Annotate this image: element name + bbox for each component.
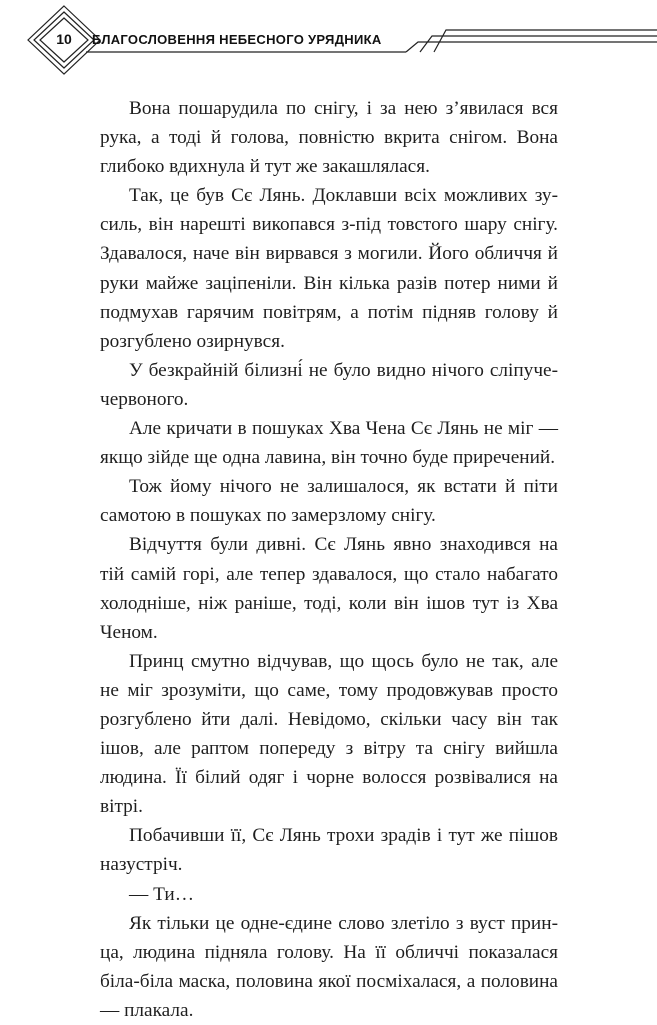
paragraph: Як тільки це одне-єдине слово злетіло з вуст принца, людина підняла голову. На її обличчі показалася біла-біла маска, половина якої посміхалася, а половина — плакала. bbox=[100, 912, 558, 1021]
running-title: БЛАГОСЛОВЕННЯ НЕБЕСНОГО УРЯДНИКА bbox=[92, 32, 382, 47]
text-body bbox=[100, 94, 558, 1025]
paragraph: У безкрайній білизні́ не було видно нічого сліпучечервоного. bbox=[100, 359, 558, 410]
page-header bbox=[0, 0, 657, 80]
paragraph: — Ти… bbox=[129, 883, 194, 905]
paragraph: Вона пошарудила по снігу, і за нею з’явилася вся рука, а тоді й голова, повністю вкрита снігом. Вона глибоко вдихнула й тут же закашлялася. bbox=[100, 98, 558, 178]
paragraph: Тож йому нічого не залишалося, як встати й піти самотою в пошуках по замерзлому снігу. bbox=[100, 476, 558, 527]
paragraph: Побачивши її, Сє Лянь трохи зрадів і тут же пішов назустріч. bbox=[100, 825, 558, 876]
paragraph: Але кричати в пошуках Хва Чена Сє Лянь не міг — якщо зійде ще одна лавина, він точно буде приречений. bbox=[100, 418, 558, 469]
paragraph: Відчуття були дивні. Сє Лянь явно знаходився на тій самій горі, але тепер здавалося, що стало набагато холодніше, ніж раніше, тоді, коли він ішов тут із Хва Ченом. bbox=[100, 534, 558, 643]
paragraph: Так, це був Сє Лянь. Доклавши всіх можливих зусиль, він нарешті викопався з-під товстого шару снігу. Здавалося, наче він вирвався з могили. Його обличчя й руки майже заціпеніли. Він кілька разів потер ними й подмухав гарячим повітрям, а потім підняв голову й розгублено озирнувся. bbox=[100, 185, 558, 352]
paragraph: Принц смутно відчував, що щось було не так, але не міг зрозуміти, що саме, тому продовжував просто розгублено йти далі. Невідомо, скільки часу він так ішов, але раптом попереду з вітру та снігу вийшла людина. Її білий одяг і чорне волосся розвівалися на вітрі. bbox=[100, 650, 558, 818]
page-number: 10 bbox=[56, 31, 72, 47]
